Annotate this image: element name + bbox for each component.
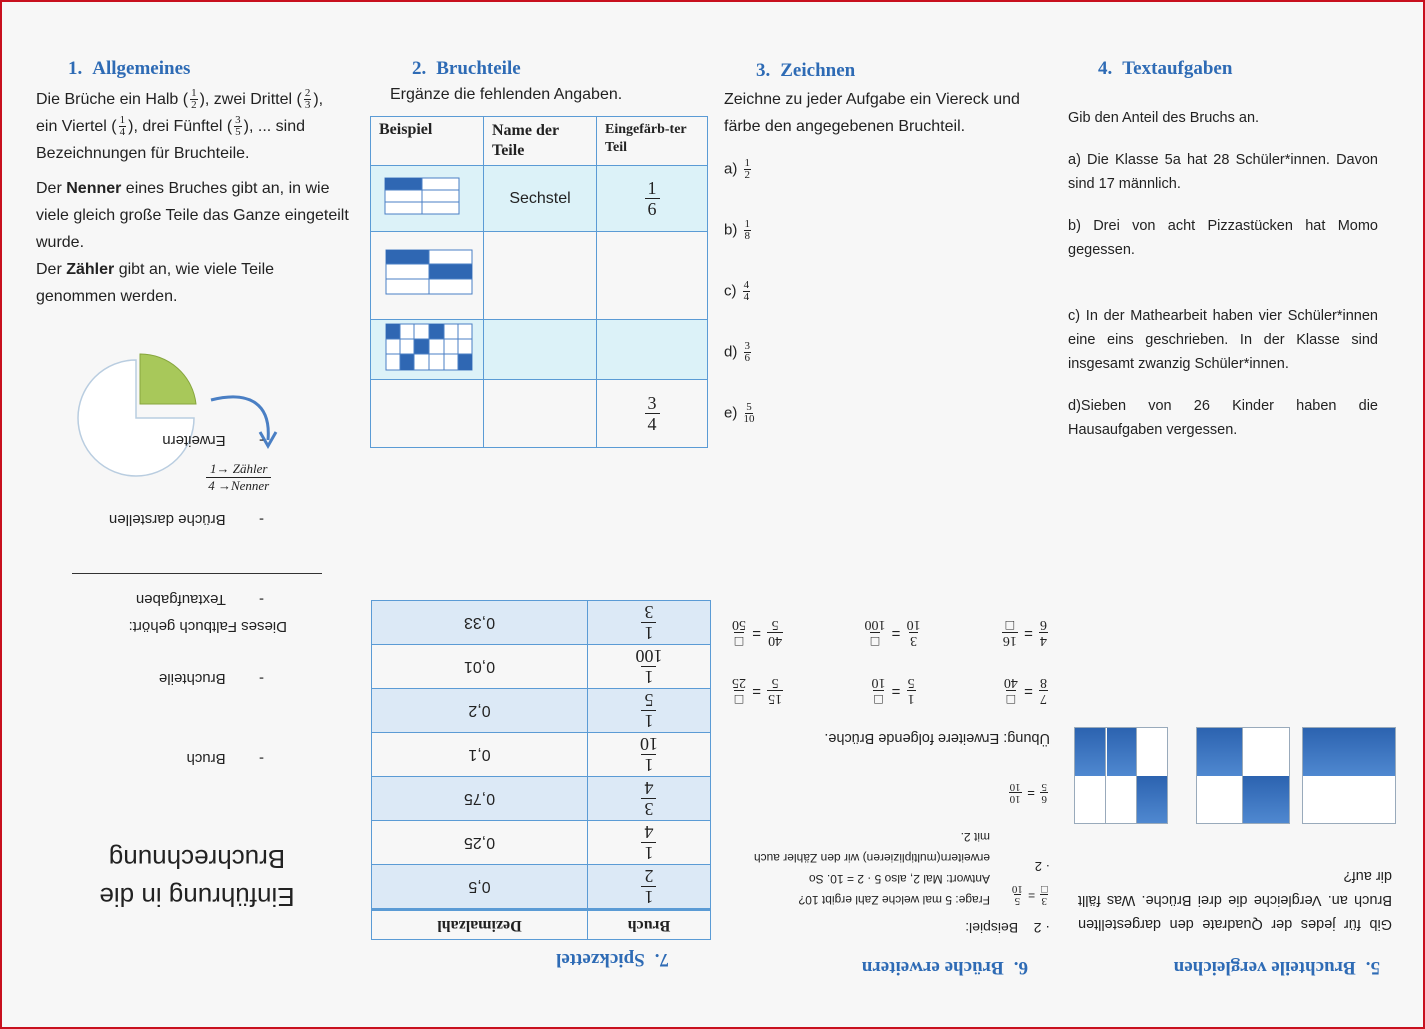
table-row: 1 10 0,1 (372, 733, 711, 777)
table-row: 1 2 0,5 (372, 865, 711, 910)
equation: 1 5 = □ 10 (871, 675, 915, 706)
square-eighths (1074, 727, 1168, 824)
section-zeichnen (724, 60, 1054, 460)
bruchteile-table (370, 116, 708, 448)
section-1-heading: 1. Allgemeines (68, 58, 191, 79)
col-name: Name der Teile (484, 117, 597, 166)
answer-text: Antwort: Mal 2, also 5 · 2 = 10. So erweitern(multiplizieren) wir den Zähler auch mit 2. (753, 830, 990, 886)
question-text: Frage: 5 mal welche Zahl ergibt 10? (798, 893, 990, 907)
owner-label: Dieses Faltbuch gehört: (128, 618, 287, 635)
task-d-text: d)Sieben von 26 Kinder haben die Hausaufgaben vergessen. (1068, 398, 1378, 438)
sechstel-bar (383, 174, 463, 218)
nenner-paragraph: Der Nenner eines Bruches gibt an, in wie viele gleich große Teile das Ganze eingeteilt wurde. (36, 180, 349, 251)
section-bruchteile-vergleichen (1070, 718, 1400, 978)
list-item: - Bruchteile (158, 670, 264, 688)
intro-paragraph: Die Brüche ein Halb ( $\frac{1}{2}$ ), zwei Drittel ( $\frac{2}{3}$ ), ein Viertel ( $\frac{1}{4}$ ), drei Fünftel ( $\frac{3}{5}$ ), ... sind Bezeichnungen für Bruchteile. (36, 87, 324, 162)
section-3-instruction: Zeichne zu jeder Aufgabe ein Viereck und färbe den angegebenen Bruchteil. (724, 91, 1020, 135)
section-3-heading: 3. Zeichnen (756, 60, 856, 81)
col-dezimalzahl: Dezimalzahl (372, 910, 588, 940)
drawing-tasks (724, 158, 1054, 442)
list-item: - Bruch (186, 750, 264, 767)
example-result: 6 5 = 10 10 (1009, 781, 1047, 805)
task-b: b) $\frac{1}{8}$ (724, 218, 751, 242)
task-d: d) $\frac{3}{6}$ (724, 340, 751, 364)
section-spickzettel (369, 596, 711, 976)
grid-example-3 (383, 322, 475, 372)
owner-line (72, 573, 322, 574)
section-brueche-erweitern (726, 562, 1056, 978)
square-halves (1302, 727, 1396, 824)
task-a: a) $\frac{1}{2}$ (724, 157, 751, 181)
square-quarters (1196, 727, 1290, 824)
topic-list (109, 374, 264, 825)
worked-example: 3 □ = 5 10 · 2 Frage: 5 mal welche Zahl ergibt 10? Antwort: Mal 2, also 5 · 2 = 10. So erweitern(multiplizieren) wir den Zähler auch mit 2. (740, 826, 1050, 910)
equation: 4 6 = 16 □ (1002, 617, 1047, 648)
fraction-legend: 1→ Zähler 4 →Nenner (206, 461, 271, 494)
table-row (371, 232, 708, 320)
task-a-text: a) Die Klasse 5a hat 28 Schüler*innen. Davon sind 17 männlich. (1068, 152, 1378, 192)
section-4-instruction: Gib den Anteil des Bruchs an. (1068, 110, 1260, 126)
section-textaufgaben (1068, 58, 1378, 478)
list-item: - Textaufgaben (135, 591, 264, 608)
table-row (371, 380, 708, 448)
equation: 15 5 = □ 25 (732, 675, 783, 706)
section-5-heading: 5.Bruchteile vergleichen (1173, 957, 1380, 978)
row4-fraction: $\frac{3}{4}$ (645, 393, 660, 434)
exercise-grid (730, 590, 1050, 706)
table-row: 3 4 0,75 (372, 777, 711, 821)
task-b-text: b) Drei von acht Pizzastücken hat Momo gegessen. (1068, 218, 1378, 258)
equation: 7 8 = □ 40 (1003, 675, 1047, 706)
equation: 3 10 = □ 100 (864, 617, 921, 648)
section-7-heading: 7.Spickzettel (556, 949, 669, 970)
section-4-heading: 4. Textaufgaben (1098, 58, 1233, 79)
table-row: 1 100 0,01 (372, 645, 711, 689)
table-row: 1 3 0,33 (372, 601, 711, 645)
table-row (371, 320, 708, 380)
table-row: 1 5 0,2 (372, 689, 711, 733)
bar-example-2 (383, 248, 475, 298)
col-bruch: Bruch (588, 910, 711, 940)
table-row: 1 4 0,25 (372, 821, 711, 865)
example-label: · 2 Beispiel: (965, 920, 1050, 936)
section-6-heading: 6.Brüche erweitern (861, 957, 1028, 978)
spickzettel-table (371, 600, 711, 940)
row1-name: Sechstel (484, 166, 597, 232)
exercise-instruction: Übung: Erweitere folgende Brüche. (824, 730, 1050, 746)
equation: 40 5 = □ 50 (732, 617, 783, 648)
task-e: e) $\frac{5}{10}$ (724, 401, 755, 425)
table-row (371, 166, 708, 232)
col-eingefaerbt: Eingefärb-ter Teil (597, 117, 708, 166)
cover-title: Einführung in die Bruchrechnung (99, 844, 295, 912)
section-5-instruction: Gib für jedes der Quadrate den dargestellten Bruch an. Vergleiche die drei Brüche. Was fällt dir auf? (1078, 868, 1392, 932)
section-2-instruction: Ergänze die fehlenden Angaben. (390, 86, 623, 103)
col-beispiel: Beispiel (371, 117, 484, 166)
task-c-text: c) In der Mathearbeit haben vier Schüler*innen eine eins geschrieben. In der Klasse sind insgesamt zwanzig Schüler*innen. (1068, 308, 1378, 372)
zaehler-paragraph: Der Zähler gibt an, wie viele Teile genommen werden. (36, 261, 275, 305)
list-item: - Brüche darstellen (108, 511, 264, 529)
section-bruchteile (370, 58, 715, 478)
section-2-heading: 2. Bruchteile (412, 58, 521, 79)
task-c: c) $\frac{4}{4}$ (724, 279, 750, 303)
row1-fraction: $\frac{1}{6}$ (645, 178, 660, 219)
list-item: - Erweitern (162, 432, 264, 449)
